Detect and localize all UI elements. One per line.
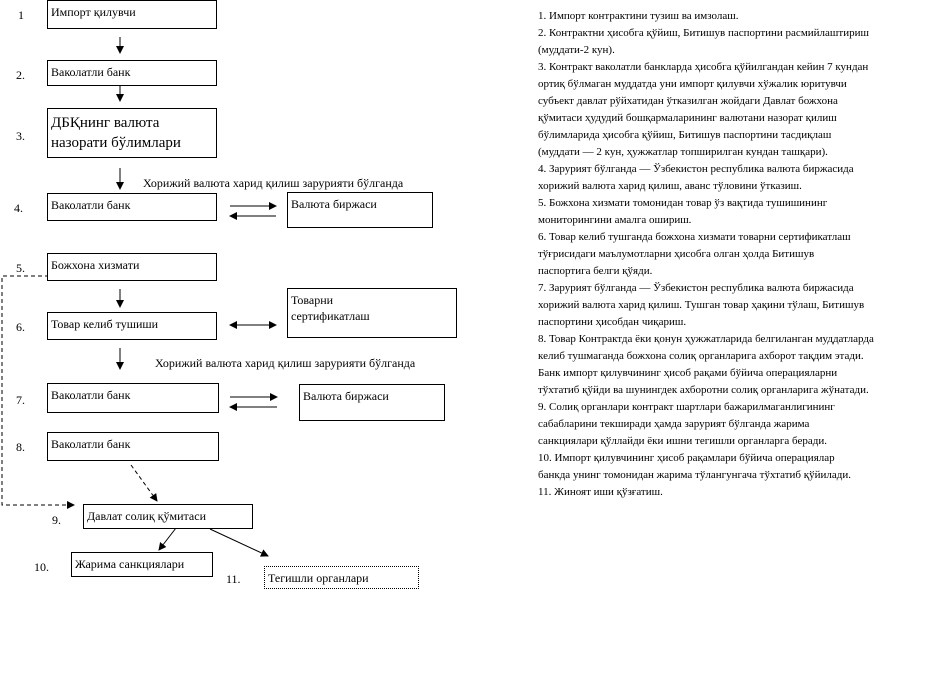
- description-line: мониторингини амалга ошириш.: [538, 214, 692, 226]
- step-descriptions: [538, 8, 942, 501]
- description-line: 1. Импорт контрактини тузиш ва имзолаш.: [538, 10, 739, 22]
- description-line: 2. Контрактни ҳисобга қўйиш, Битишув паспортини расмийлаштириш: [538, 27, 869, 39]
- description-line: 9. Солиқ органлари контракт шартлари бажарилмаганлигининг: [538, 401, 835, 413]
- description-line: паспортини ҳисобдан чиқариш.: [538, 316, 687, 328]
- box-customs-service: [47, 253, 217, 281]
- description-line: қўмитаси ҳудудий бошқармаларининг валютани назорат қилиш: [538, 112, 837, 124]
- description-line: бўлимларида ҳисобга қўйиш, Битишув паспортини тасдиқлаш: [538, 129, 832, 141]
- step-number-10: 10.: [34, 560, 49, 574]
- step-number-1: 1: [18, 8, 24, 22]
- description-line: паспортига белги қўяди.: [538, 265, 653, 277]
- box-customs-service-label: Божхона хизмати: [51, 258, 140, 272]
- description-line: субъект давлат рўйхатидан ўтказилган жойдаги Давлат божхона: [538, 95, 838, 107]
- description-line: 6. Товар келиб тушганда божхона хизмати товарни сертификатлаш: [538, 231, 851, 243]
- step-number-9: 9.: [52, 513, 61, 527]
- description-line: хорижий валюта харид қилиш, аванс тўловини ўтказиш.: [538, 180, 802, 192]
- box-authorized-bank-7-label: Ваколатли банк: [51, 388, 131, 402]
- note-currency-purchase-2: Хорижий валюта харид қилиш зарурияти бўлганда: [155, 356, 416, 370]
- box-authorized-bank-4: [47, 193, 217, 221]
- box-currency-control-line-1: ДБҚнинг валюта: [51, 115, 160, 131]
- box-importer-label: Импорт қилувчи: [51, 5, 136, 19]
- box-currency-exchange-7: [299, 384, 445, 421]
- step-number-3: 3.: [16, 129, 25, 143]
- description-line: сабабларини текширади ҳамда зарурият бўлганда жарима: [538, 418, 810, 430]
- step-number-4: 4.: [14, 201, 23, 215]
- box-fine-sanctions-label: Жарима санкциялари: [75, 557, 185, 571]
- description-line: 7. Зарурият бўлганда — Ўзбекистон республика валюта биржасида: [538, 282, 854, 294]
- step-number-7: 7.: [16, 393, 25, 407]
- box-goods-arrival-label: Товар келиб тушиши: [51, 317, 159, 331]
- description-line: 3. Контракт ваколатли банкларда ҳисобга қўйилгандан кейин 7 кундан: [538, 61, 869, 73]
- description-line: келиб тушмаганда божхона солиқ органларига ахборот тақдим этади.: [538, 350, 864, 362]
- description-line: ортиқ бўлмаган муддатда уни импорт қилувчи хўжалик юритувчи: [538, 78, 847, 90]
- box-relevant-bodies: [264, 566, 419, 589]
- description-line: (муддати — 2 кун, ҳужжатлар топширилган кундан ташқари).: [538, 146, 828, 158]
- description-line: (муддати-2 кун).: [538, 44, 615, 56]
- box-currency-exchange-7-label: Валюта биржаси: [303, 389, 389, 403]
- box-currency-control: [47, 108, 217, 158]
- box-state-tax-committee-label: Давлат солиқ қўмитаси: [87, 509, 206, 523]
- arrow-9-10: [159, 528, 176, 550]
- box-goods-certification-line-2: сертификатлаш: [291, 309, 370, 323]
- box-authorized-bank-4-label: Ваколатли банк: [51, 198, 131, 212]
- description-line: хорижий валюта харид қилиш. Тушган товар ҳақини тўлаш, Битишув: [538, 299, 865, 311]
- box-goods-certification-line-1: Товарни: [291, 293, 334, 307]
- box-relevant-bodies-label: Тегишли органлари: [268, 571, 369, 585]
- box-currency-exchange-4-label: Валюта биржаси: [291, 197, 377, 211]
- box-authorized-bank-2: [47, 60, 217, 86]
- box-authorized-bank-2-label: Ваколатли банк: [51, 65, 131, 79]
- description-line: 8. Товар Контрактда ёки қонун ҳужжатларида белгиланган муддатларда: [538, 333, 874, 345]
- description-line: тўғрисидаги маълумотларни ҳисобга олган ҳолда Битишув: [538, 248, 815, 260]
- arrow-8-9-dashed: [131, 465, 157, 501]
- note-currency-purchase-1: Хорижий валюта харид қилиш зарурияти бўлганда: [143, 176, 404, 190]
- step-number-5: 5.: [16, 261, 25, 275]
- description-line: 11. Жиноят иши қўзғатиш.: [538, 486, 663, 498]
- description-line: санкциялари қўллайди ёки ишни тегишли органларга беради.: [538, 435, 827, 447]
- description-line: банкда унинг томонидан жарима тўлангунгача тўхтатиб қўйилади.: [538, 469, 851, 481]
- description-line: 10. Импорт қилувчининг ҳисоб рақамлари бўйича операциялар: [538, 452, 835, 464]
- step-number-2: 2.: [16, 68, 25, 82]
- box-currency-control-line-2: назорати бўлимлари: [51, 135, 181, 151]
- box-authorized-bank-8-label: Ваколатли банк: [51, 437, 131, 451]
- box-importer: [47, 0, 217, 29]
- box-goods-certification: [287, 288, 457, 338]
- box-state-tax-committee: [83, 504, 253, 529]
- box-goods-arrival: [47, 312, 217, 340]
- step-number-8: 8.: [16, 440, 25, 454]
- description-line: Банк импорт қилувчининг ҳисоб рақами бўйича операцияларни: [538, 367, 838, 379]
- arrow-9-11: [210, 529, 268, 556]
- box-currency-exchange-4: [287, 192, 433, 228]
- step-number-6: 6.: [16, 320, 25, 334]
- step-number-11: 11.: [226, 572, 241, 586]
- description-line: 5. Божхона хизмати томонидан товар ўз вақтида тушишининг: [538, 197, 828, 209]
- box-fine-sanctions: [71, 552, 213, 577]
- description-line: 4. Зарурият бўлганда — Ўзбекистон республика валюта биржасида: [538, 163, 854, 175]
- box-authorized-bank-7: [47, 383, 219, 413]
- box-authorized-bank-8: [47, 432, 219, 461]
- description-line: тўхтатиб қўйди ва шунингдек ахборотни солиқ органларига жўнатади.: [538, 384, 869, 396]
